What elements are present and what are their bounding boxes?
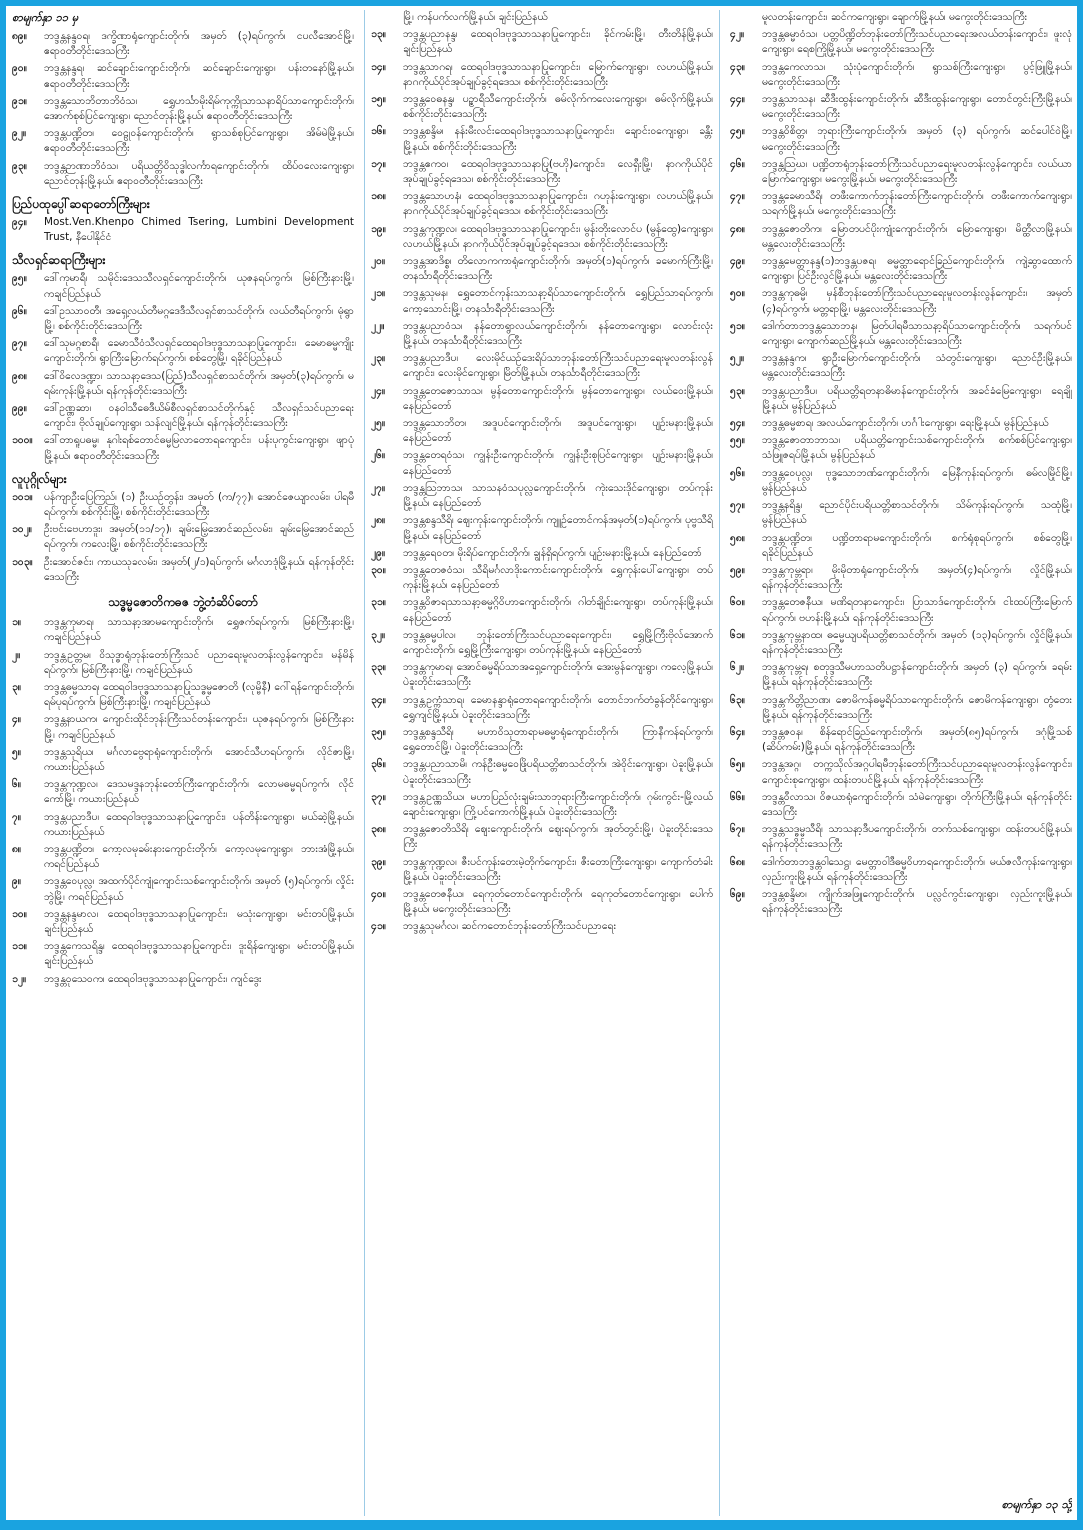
list-group-right (730, 27, 1072, 919)
entry-text: ဘဒ္ဒန္တဝေပုလ္လ၊ ဗုဒ္ဓသောဘဏ်ကျောင်းတိုက်၊ မြေနီကုန်းရပ်ကွက်၊ ဓမ်လမြိုင်မြို့၊ မွန်ပြည်နယ် (762, 466, 1072, 494)
entry-text: ဘဒ္ဒန္တသုရိယ၊ မင်္ဂလာဗွေရာရုံကျောင်းတိုက်၊ အောင်သီဟရပ်ကွက်၊ လိုင်ဇာမြို့၊ ကယားပြည်နယ် (44, 745, 354, 773)
entry-text: ဘဒ္ဒန္တပညာသာမိ၊ ကန်ဦးဓမ္မဝေဖြိုပရိယတ္တိစာသင်တိုက်၊ အဲဝိုင်းကျေးရွာ၊ ပဲခူးမြို့နယ်၊ ပဲခူးတိုင်းဒေသကြီး (403, 758, 713, 786)
entry-number: ၂၈။ (371, 514, 386, 527)
entry-text: ဘဒ္ဒန္တဓမ္မစာရ၊ အလယ်ကျောင်းတိုက်၊ ဟင်္ဂါးကျေးရွာ၊ ရေးမြို့နယ်၊ မွန်ပြည်နယ် (762, 417, 1049, 430)
entry-number: ၁၀၂။ (12, 523, 32, 536)
list-item (371, 595, 713, 625)
entry-text: ဘဒ္ဒန္တသုမင်္ဂလ၊ ဆင်ကတောင်ဘုန်းတော်ကြီးသင်ပညာရေး (403, 920, 617, 933)
entry-number: ၅၁။ (730, 319, 745, 332)
entry-text: ဘဒ္ဒန္တဝုသေဝက၊ ထေရဝါဒဗုဒ္ဓသာသနာပြုကျောင်း၊ ကျင်ဒွေး (44, 972, 262, 985)
list-group-a (12, 29, 354, 191)
entry-number: ၈။ (12, 842, 22, 855)
entry-text: ဘဒ္ဒန္တသုမန၊ ရွှေတောင်ကုန်းသာသနာ့ရိပ်သာကျောင်းတိုက်၊ ရွှေပြည်သာရပ်ကွက်၊ ကော့သောင်းမြို့၊ တနင်္သာရီတိုင်းဒေသကြီး (403, 287, 713, 315)
entry-number: ၂၄။ (371, 384, 386, 397)
entry-number: ၅၅။ (730, 434, 745, 447)
entry-text: ဘဒ္ဒန္တနန္ဒဝရ၊ ဒက္ခိဏာရုံကျောင်းတိုက်၊ အမှတ် (၃)ရပ်ကွက်၊ ငပလီအောင်မြို့၊ ဧရာဝတီတိုင်းဒေသကြီး (44, 30, 354, 58)
entry-number: ၂၁။ (371, 287, 386, 300)
entry-number: ၁၀၃။ (12, 555, 33, 568)
entry-text: ဘဒ္ဒန္တစန္ဒသီရိ၊ မဟာဝိသုတာရာမဓမ္မာရုံကျောင်းတိုက်၊ ကြာနီကန်ရပ်ကွက်၊ ရွှေတောင်မြို့၊ ပဲခူးတိုင်းဒေသကြီး (403, 725, 713, 754)
list-item (371, 416, 713, 446)
entry-number: ၉။ (12, 875, 21, 888)
entry-text: ဘဒ္ဒန္တဇဝန၊ စိန်ရောင်ခြည်ကျောင်းတိုက်၊ အမှတ်(၈၅)ရပ်ကွက်၊ ဒဂုံမြို့သစ် (ဆိပ်ကမ်း)မြို့နယ်၊ ရန်ကုန်တိုင်းဒေသကြီး (762, 725, 1072, 754)
entry-number: ၄၆။ (730, 157, 745, 170)
list-item (12, 490, 354, 520)
entry-number: ၃၉။ (371, 855, 386, 868)
list-item (12, 336, 354, 366)
entry-number: ၅၀။ (730, 287, 745, 300)
entry-number: ၉၇။ (12, 337, 27, 350)
entry-number: ၃၇။ (371, 790, 386, 803)
list-item (730, 319, 1072, 349)
entry-text: ဘဒ္ဒန္တကေလာသ၊ သုံးပုံကျောင်းတိုက်၊ ရွာသစ်ကြီးကျေးရွာ၊ ပွင့်ဖြူမြို့နယ်၊ မကွေးတိုင်းဒေသကြီး (762, 60, 1072, 88)
list-item (730, 27, 1072, 57)
entry-number: ၄၄။ (730, 93, 745, 106)
list-item (12, 29, 354, 59)
list-item (12, 842, 354, 872)
entry-number (730, 10, 762, 25)
entry-text: ဘဒ္ဒန္တဧကဝ၊ ထေရဝါဒဗုဒ္ဓသာသနာပြု(ဗဟို)ကျောင်း၊ လေရှီးမြို့၊ နာဂကိုယ်ပိုင်အုပ်ချုပ်ခွင့်ရဒေသ၊ စစ်ကိုင်းတိုင်းဒေသကြီး (403, 157, 713, 186)
entry-number: ၄၈။ (730, 222, 745, 235)
entry-number: ၆၄။ (730, 725, 745, 738)
entry-number: ၉၅။ (12, 272, 27, 285)
middle-column (364, 10, 720, 1516)
entry-number: ၄၀။ (371, 887, 386, 900)
entry-text: ဘဒ္ဒန္တဝိစိတ္တ၊ ဘုရားကြီးကျောင်းတိုက်၊ အမှတ် (၃) ရပ်ကွက်၊ ဆင်ပေါင်ဝဲမြို့၊ မကွေးတိုင်းဒေသကြီး (762, 125, 1072, 153)
entry-text: ဘဒ္ဒန္တတေရဝံသ၊ ကျွန်းဦးကျောင်းတိုက်၊ ကျွန်းဦးစုပြင်ကျေးရွာ၊ ပျဉ်းမနားမြို့နယ်၊ နေပြည်တော် (403, 449, 713, 477)
entry-text: ဘဒ္ဒန္တပဏ္ဍိတ၊ ကော့လမုခမ်းနားကျောင်းတိုက်၊ ကော့လမုကျေးရွာ၊ ဘားအံမြို့နယ်၊ ကရင်ပြည်နယ် (44, 842, 354, 871)
list-item (12, 555, 354, 585)
list-item (730, 384, 1072, 414)
entry-text: ဘဒ္ဒန္တဇောတိသိရိ၊ ဈေးကျောင်းတိုက်၊ ဈေးရပ်ကွက်၊ အုတ်တွင်းမြို့၊ ပဲခူးတိုင်းဒေသကြီး (403, 823, 713, 851)
list-item (371, 222, 713, 252)
entry-text: ဘဒ္ဒန္တအဂ္ဂ၊ တက္ကသိုလ်အဂ္ဂပါရမီဘုန်းတော်ကြီးသင်ပညာရေးမူလတန်းလွန်ကျောင်း၊ ကျောင်းစုကျေးရွာ၊ ထန်းတပင်မြို့နယ်၊ ရန်ကုန်တိုင်းဒေသကြီး (762, 758, 1072, 786)
entry-number: ၆၃။ (730, 693, 745, 706)
entry-text: ဘဒ္ဒန္တဥက္ကံသာရ၊ ခေမာနန္ဒာရုံတောရကျောင်းတိုက်၊ တောင်ဘက်တံခွန်တိုင်ကျေးရွာ၊ ရွှေကျင်မြို့နယ်၊ ပဲခူးတိုင်းဒေသကြီး (403, 693, 713, 721)
list-item (730, 693, 1072, 723)
list-item (371, 189, 713, 219)
list-item (371, 757, 713, 787)
entry-number: ၉၉။ (12, 402, 27, 415)
entry-text: ဦးဗင်းဗေဟာဒူး၊ အမှတ်(၁၁/၁၇)၊ ချမ်းမြေ့အောင်ဆည်လမ်း၊ ချမ်းမြေ့အောင်ဆည်ရပ်ကွက်၊ ကလေးမြို့၊ စစ်ကိုင်းတိုင်းဒေသကြီး (44, 523, 354, 551)
entry-number: ၅၉။ (730, 563, 745, 576)
list-item (371, 855, 713, 885)
list-item (12, 159, 354, 189)
list-item (371, 351, 713, 381)
list-item (371, 448, 713, 478)
entry-number: ၃။ (12, 680, 21, 693)
list-item (371, 254, 713, 284)
entry-text: Most.Ven.Khenpo Chimed Tsering, Lumbini Development Trust, နီပေါနိုင်ငံ (44, 216, 354, 244)
entry-text: ဦးအောင်ဇင်း၊ ကာယသုခလမ်း၊ အမှတ်(၂/၁)ရပ်ကွက်၊ မင်္ဂလာဒုံမြို့နယ်၊ ရန်ကုန်တိုင်းဒေသကြီး (44, 555, 354, 583)
entry-text: ဘဒ္ဒန္တသောဟနံ၊ ထေရဝါဒဗုဒ္ဓသာသနာပြုကျောင်း၊ ဂဟုန်းကျေးရွာ၊ လဟယ်မြို့နယ်၊ နာဂကိုယ်ပိုင်အုပ်ချုပ်ခွင့်ရဒေသ၊ စစ်ကိုင်းတိုင်းဒေသကြီး (403, 190, 713, 218)
entry-text: ဘဒ္ဒန္တကိတ္တိညာဏ၊ ဇောမိကန်ဓမ္မရိပ်သာကျောင်းတိုက်၊ ဇောမိကန်ကျေးရွာ၊ တွံတေးမြို့နယ်၊ ရန်ကုန်တိုင်းဒေသကြီး (762, 693, 1072, 721)
list-item (12, 94, 354, 124)
entry-text: ဘဒ္ဒန္တအာဒိစ္စ၊ တိလောကကာရုံကျောင်းတိုက်၊ အမှတ်(၁)ရပ်ကွက်၊ ခမောက်ကြီးမြို့၊ တနင်္သာရီတိုင်းဒေသကြီး (403, 255, 713, 283)
entry-text: ဘဒ္ဒန္တကုဏ္ဍလ၊ ဒေသမဒ္ဒနဘုန်းတော်ကြီးကျောင်းတိုက်၊ လောမဓမ္မရပ်ကွက်၊ လိုင်ကော်မြို့၊ ကယားပြည်နယ် (44, 778, 354, 806)
list-item (730, 433, 1072, 463)
continued-to-note: စာမျက်နှာ ၁၃ သို့ (1001, 1498, 1072, 1511)
list-item (12, 972, 354, 987)
list-item (730, 498, 1072, 528)
entry-text: ဘဒ္ဒန္တနန္ဒမာလ၊ ထေရဝါဒဗုဒ္ဓသာသနာပြုကျောင်း၊ မသုံးကျေးရွာ၊ မင်းတပ်မြို့နယ်၊ ချင်းပြည်နယ် (44, 907, 354, 935)
list-item (730, 660, 1072, 690)
entry-text: ဘဒ္ဒန္တဓမ္မသာရ၊ ထေရဝါဒဗုဒ္ဓသာသနာပြုသဒ္ဓမ္မဇောတိ (လုမ္ဗိနီ) ဂေါ်ရန်ကျောင်းတိုက်၊ ရမ်ပုရပ်ကွက်၊ မြစ်ကြီးနားမြို့၊ ကချင်ပြည်နယ် (44, 680, 354, 709)
entry-number: ၉၃။ (12, 159, 27, 172)
entry-text: ဘဒ္ဒန္တကုဏ္ဍလ၊ ထေရဝါဒဗုဒ္ဓသာသနာပြုကျောင်း၊ မွန်းတိုးလောင်ပ (မွန်ထွေ)ကျေးရွာ၊ လဟယ်မြို့နယ်၊ နာဂကိုယ်ပိုင်အုပ်ချုပ်ခွင့်ရဒေသ၊ စစ်ကိုင်းတိုင်းဒေသကြီး (403, 222, 713, 250)
list-item (371, 887, 713, 917)
entry-text: ဘဒ္ဒန္တဉာဏာဘိဝံသ၊ ပရိယတ္တိဝိသုဒ္ဓါလင်္ကာရကျောင်းတိုက်၊ ထိပ်ဝလေးကျေးရွာ၊ ညောင်တုန်းမြို့နယ်၊ ဧရာဝတီတိုင်းဒေသကြီး (44, 159, 354, 187)
list-item (371, 124, 713, 154)
entry-number: ၁၉။ (371, 222, 386, 235)
entry-text: ဘဒ္ဒန္တပဏ္ဍိတ၊ ဝေဠုဝန်ကျောင်းတိုက်၊ ရွာသစ်စုပြင်ကျေးရွာ၊ အိမ်မဲမြို့နယ်၊ ဧရာဝတီတိုင်းဒေသကြီး (44, 127, 354, 155)
list-item (12, 401, 354, 431)
entry-number: ၃၅။ (371, 725, 386, 738)
entry-number: ၂၀။ (371, 255, 386, 268)
list-item (371, 157, 713, 187)
entry-text: ဘဒ္ဒန္တပညာဒီပ၊ ထေရဝါဒဗုဒ္ဓသာသနာပြုကျောင်း၊ ပန်တိန်းကျေးရွာ၊ မယ်ဆဲ့မြို့နယ်၊ ကယားပြည်နယ် (44, 810, 354, 838)
entry-text: ဘဒ္ဒန္တနန္ဒက၊ ရွာဦးမြောက်ကျောင်းတိုက်၊ သံတွင်းကျေးရွာ၊ ညောင်ဦးမြို့နယ်၊ မန္တလေးတိုင်းဒေသကြီး (762, 352, 1072, 380)
list-item (371, 563, 713, 593)
entry-text: ဘဒ္ဒန္တဩဘာသ၊ သာသနဝံသပုလ္လကျောင်းတိုက်၊ ကုဲးသေးဒိုင်ကျေးရွာ၊ တပ်ကုန်းမြို့နယ်၊ နေပြည်တော် (403, 481, 713, 510)
list-item (730, 757, 1072, 787)
list-item (371, 513, 713, 543)
list-item (730, 887, 1072, 917)
entry-number: ၅။ (12, 745, 21, 758)
entry-number: ၅၇။ (730, 499, 745, 512)
entry-number: ၃၈။ (371, 823, 386, 836)
entry-number: ၁၈။ (371, 190, 386, 203)
entry-number: ၃၄။ (371, 693, 386, 706)
entry-number: ၆၆။ (730, 790, 745, 803)
list-item (12, 939, 354, 969)
entry-number: ၁၀၀။ (12, 434, 33, 447)
list-item (371, 546, 713, 561)
entry-text: ဘဒ္ဒန္တကုမ္ဘနာထ၊ ဓမ္မေယျပရိယတ္တိစာသင်တိုက်၊ အမှတ် (၁၃)ရပ်ကွက်၊ လှိုင်မြို့နယ်၊ ရန်ကုန်တိုင်းဒေသကြီး (762, 628, 1072, 656)
entry-text: ဘဒ္ဒန္တမေတ္တာနန္ဒ(၁)ဘဒ္ဒန္တပဇရ၊ ဓမ္မတ္ထာရောင်ခြည်ကျောင်းတိုက်၊ ကျဲ့ဆွာထောက်ကျေးရွာ၊ ပြင်ဦးလွင်မြို့နယ်၊ မန္တလေးတိုင်းဒေသကြီး (762, 255, 1072, 283)
entry-number: ၁၄။ (371, 60, 386, 73)
list-item (730, 416, 1072, 431)
entry-text: ဒေါက်တာဘဒ္ဒန္တသောဘန၊ မြတ်ပါရမီသာသနာ့ရိပ်သာကျောင်းတိုက်၊ သရက်ပင်ကျေးရွာ၊ ကျောက်ဆည်မြို့နယ်၊ မန္တလေးတိုင်းဒေသကြီး (762, 319, 1072, 348)
entry-text: ဘဒ္ဒန္တတေဇနီယ၊ ရေကုတ်တောင်ကျောင်းတိုက်၊ ရေကုတ်တောင်ကျေးရွာ၊ ပေါက်မြို့နယ်၊ မကွေးတိုင်းဒေသကြီး (403, 887, 713, 916)
entry-text: ဘဒ္ဒန္တပညာဒီပ၊ ပရိယတ္တိရတနာဓိမာန်ကျောင်းတိုက်၊ အခင်ခံမြေကျေးရွာ၊ ရေချိုမြို့နယ်၊ မွန်ပြည်နယ် (762, 384, 1072, 412)
list-item (12, 745, 354, 775)
section-heading-title-award: သဒ္ဓမ္မဇောတိကဓဇ ဘွဲ့တံဆိပ်တော် (108, 595, 258, 610)
entry-text: ဘဒ္ဒန္တဝိဇာရသာသနာ့ဓမ္မဂ္ဂိဝိဟာကျောင်းတိုက်၊ ဂါတ်ချိုင်းကျေးရွာ၊ တပ်ကုန်းမြို့နယ်၊ နေပြည်တော် (403, 596, 713, 624)
entry-text: ဘဒ္ဒန္တသာသန၊ ဆီဒီးထွန်းကျောင်းတိုက်၊ ဆီဒီးထွန်းကျေးရွာ၊ တောင်တွင်းကြီးမြို့နယ်၊ မကွေးတိုင်းဒေသကြီး (762, 93, 1072, 121)
entry-text: ဒေါ်ဝိလေဒဏ္ဍာ၊ သာသနာ့ဒေသ(ပြည်)သီလရှင်စာသင်တိုက်၊ အမှတ်(၃)ရပ်ကွက်၊ မရမ်းကုန်းမြို့နယ်၊ ရန်ကုန်တိုင်းဒေသကြီး (44, 369, 354, 397)
entry-text: ဘဒ္ဒန္တဇောတိက၊ မြောတပင်ပိုးကျုံးကျောင်းတိုက်၊ မြောကျေးရွာ၊ မိတ္ထီလာမြို့နယ်၊ မန္တလေးတိုင်းဒေသကြီး (762, 222, 1072, 250)
list-item (730, 222, 1072, 252)
entry-number: ၆၁။ (730, 628, 745, 641)
list-item (12, 777, 354, 807)
list-item (12, 810, 354, 840)
list-item (371, 660, 713, 690)
list-item (12, 874, 354, 904)
entry-number: ၅၆။ (730, 466, 745, 479)
entry-number: ၆။ (12, 778, 21, 791)
entry-number: ၄၇။ (730, 190, 745, 203)
list-item (730, 254, 1072, 284)
list-item (730, 595, 1072, 625)
entry-number: ၂၅။ (371, 417, 386, 430)
entry-number: ၃၀။ (371, 563, 386, 576)
list-item (12, 522, 354, 552)
lead-continuation (730, 10, 1072, 25)
list-item (12, 304, 354, 334)
entry-text: ဘဒ္ဒန္တဩဃ၊ ပဏ္ဍိတာရုံဘုန်းတော်ကြီးသင်ပညာရေးမူလတန်းလွန်ကျောင်း၊ လယ်ယာမြောက်ကျေးရွာ၊ မကွေးမြို့နယ်၊ မကွေးတိုင်းဒေသကြီး (762, 157, 1072, 186)
list-item (12, 615, 354, 645)
entry-number: ၁၂။ (12, 972, 27, 985)
entry-number: ၉၀။ (12, 62, 27, 75)
list-group-d (12, 490, 354, 587)
entry-number: ၃၁။ (371, 596, 386, 609)
right-border (1077, 0, 1083, 1530)
entry-number: ၆၅။ (730, 758, 745, 771)
entry-number: ၉၁။ (12, 94, 27, 107)
list-item (371, 725, 713, 755)
list-item (371, 790, 713, 820)
entry-text: ဘဒ္ဒန္တနာယက၊ ကျောင်းထိုင်ဘုန်းကြီးသင်တန်းကျောင်း၊ ယုဇနရပ်ကွက်၊ မြစ်ကြီးနားမြို့၊ ကချင်ပြည်နယ် (44, 713, 354, 741)
entry-number: ၆၀။ (730, 596, 745, 609)
entry-number: ၆၇။ (730, 823, 745, 836)
entry-text: ဘဒ္ဒန္တကုဏ္ဍလ၊ ဇီးပင်ကုန်းတေးမဲ့တိုက်ကျောင်း၊ ဇီးတောကြီးကျေးရွာ၊ ကျောက်တံခါးမြို့နယ်၊ ပဲခူးတိုင်းဒေသကြီး (403, 855, 713, 883)
list-item (12, 712, 354, 742)
entry-number: ၁၁။ (12, 940, 27, 953)
entry-text: ဘဒ္ဒန္တကုမာရ၊ အောင်ဓမ္မရိပ်သာအရှေ့ကျောင်းတိုက်၊ အေးမွန်ကျေးရွာ၊ ကလေ့မြို့နယ်၊ ပဲခူးတိုင်းဒေသကြီး (403, 661, 713, 689)
list-item (730, 628, 1072, 658)
top-border (0, 0, 1083, 6)
entry-text: ဘဒ္ဒန္တဥဏ္ဏသိယ၊ မဟာပြည်လုံးချမ်းသာဘုရားကြီးကျောင်းတိုက်၊ ဂုမ်းကွင်း-မြို့လယ်ချောင်းကျေးရွာ၊ ကြို့ပင်ကောက်မြို့နယ်၊ ပဲခူးတိုင်းဒေသကြီး (403, 790, 713, 818)
entry-text: ဘဒ္ဒန္တစန္ဒိမာ၊ ကျိုက်အဖြူကျောင်းတိုက်၊ ပလ္လင်ကွင်းကျေးရွာ၊ လှည်းကူးမြို့နယ်၊ ရန်ကုန်တိုင်းဒေသကြီး (762, 887, 1072, 916)
left-border (0, 0, 6, 1530)
entry-text: ဘဒ္ဒန္တဓမ္မပါလ၊ ဘုန်းတော်ကြီးသင်ပညာရေးကျောင်း၊ ရွှေမြို့ကြီးဗိုလ်အောက်ကျောင်းတိုက်၊ ရွှေမြို့ကြီးကျေးရွာ၊ တပ်ကုန်းမြို့နယ်၊ နေပြည်တော် (403, 628, 713, 656)
entry-number: ၁၅။ (371, 93, 386, 106)
entry-text: ဘဒ္ဒန္တတေဇဝံသ၊ သီရိမင်္ဂလာဒိုးကောင်းကျောင်းတိုက်၊ ရွှေကုန်းပေါ်ကျေးရွာ၊ တပ်ကုန်းမြို့နယ်၊ နေပြည်တော် (403, 563, 713, 592)
list-item (12, 61, 354, 91)
entry-number: ၄။ (12, 713, 21, 726)
entry-text: ဘဒ္ဒန္တခေမာသီရိ၊ တဖီးကောက်ဘုန်းတော်ကြီးကျောင်းတိုက်၊ တဖီးကောက်ကျေးရွာ၊ သရက်မြို့နယ်၊ မကွေးတိုင်းဒေသကြီး (762, 190, 1072, 218)
entry-text: ပန်ကျာဦးပြေကြည်၊ (၁) ဦးယဉ်တွန်း၊ အမှတ် (က/၇၇)၊ အောင်ဇေယျာလမ်း၊ ပါရမီရပ်ကွက်၊ စစ်ကိုင်းမြို့၊ စစ်ကိုင်းတိုင်းဒေသကြီး (44, 490, 354, 519)
list-item (371, 319, 713, 349)
list-group-b (12, 215, 354, 247)
list-item (730, 790, 1072, 820)
entry-text: ဒေါ်ဥဏ္ဏဆာ၊ ဝနဝါသီဓေဒီယိမ်စီလရှင်စာသင်တိုက်နှင့် သီလရှင်သင်ပညာရေးကျောင်း၊ ဗိုလ်ချုပ်ကျေးရွာ၊ သန်လျင်မြို့နယ်၊ ရန်ကုန်တိုင်းဒေသကြီး (44, 402, 354, 430)
list-item (371, 481, 713, 511)
entry-text: ဘဒ္ဒန္တကုမာရ၊ သာသနာ့အာမကျောင်းတိုက်၊ ရွှေဇက်ရပ်ကွက်၊ မြစ်ကြီးနားမြို့၊ ကချင်ပြည်နယ် (44, 616, 354, 644)
entry-number: ၄၂။ (730, 28, 745, 41)
list-item (12, 369, 354, 399)
list-item (730, 189, 1072, 219)
entry-number: ၂၃။ (371, 352, 386, 365)
entry-text: မြို့၊ ကန်ပက်လက်မြို့နယ်၊ ချင်းပြည်နယ် (403, 11, 548, 23)
entry-number: ၁၀။ (12, 907, 27, 920)
entry-number: ၅၂။ (730, 352, 745, 365)
entry-number: ၃၃။ (371, 661, 386, 674)
entry-number: ၅၈။ (730, 531, 745, 544)
entry-text: ဘဒ္ဒန္တသောဘိတာဘိဝံသ၊ ရွှေဟင်္သာမိုးရိမ်ကုက္ကိုသာသနာရိပ်သာကျောင်းတိုက်၊ အောက်စုစ်ပြင်ကျေးရွာ၊ ညောင်တုန်းမြို့နယ်၊ ဧရာဝတီတိုင်းဒေသကြီး (44, 94, 354, 123)
entry-number: ၁၇။ (371, 157, 386, 170)
entry-text: ဒေါက်တာဘဒ္ဒန္တဝါသေဋ္ဌ၊ မေတ္တာဝါဒီဓမ္မဝိဟာရကျောင်းတိုက်၊ မယ်ဇလီကုန်းကျေးရွာ၊ လှည်းကူးမြို့နယ်၊ ရန်ကုန်တိုင်းဒေသကြီး (762, 855, 1072, 883)
entry-number: ၆၈။ (730, 855, 745, 868)
entry-number: ၄၉။ (730, 255, 745, 268)
continued-from-note: စာမျက်နှာ ၁၁ မှ (12, 11, 79, 24)
entry-number: ၈၉။ (12, 30, 27, 42)
entry-text: ဒေါ်သုမဂ္ဂစာရီ၊ ခေမာသီဝံသီလရှင်ထေရဝါဒဗုဒ္ဓသာသနာပြုကျောင်း၊ ခေမာဓမ္မကျိုးကျောင်းတိုက်၊ ရွာကြီးမြောက်ရပ်ကွက်၊ စစ်တွေမြို့၊ ရခိုင်ပြည်နယ် (44, 337, 354, 365)
entry-text: ဘဒ္ဒန္တဝေဓနန္ဒ၊ ပဉ္စာရီသီကျောင်းတိုက်၊ ဓမ်လိုက်ကလေးကျေးရွာ၊ ဓမ်လိုက်မြို့နယ်၊ စစ်ကိုင်းတိုင်းဒေသကြီး (403, 93, 713, 121)
section-heading-laypersons: လူပုဂ္ဂိုလ်များ (12, 471, 67, 486)
list-item (371, 286, 713, 316)
entry-number: ၄၁။ (371, 920, 386, 933)
list-item (12, 215, 354, 245)
entry-number: ၁။ (12, 616, 21, 629)
entry-text: ဘဒ္ဒန္တရေဝတ၊ မိုးရိပ်ကျောင်းတိုက်၊ ချွန်ရှိရပ်ကွက်၊ ပျဉ်းမနားမြို့နယ်၊ နေပြည်တော် (403, 546, 702, 559)
entry-number: ၅၄။ (730, 417, 745, 430)
entry-text: ဒေါ်တာရူပဓမ္မ၊ နုဂါးရစ်တောင်ဓမ္မမြလာတောရကျောင်း၊ ပန်းပုကွင်းကျေးရွာ၊ ဖျာပုံမြို့နယ်၊ ဧရာဝတီတိုင်းဒေသကြီး (44, 434, 354, 462)
list-item (730, 822, 1072, 852)
entry-number: ၁၆။ (371, 125, 386, 138)
list-item (730, 60, 1072, 90)
entry-text: မူလတန်းကျောင်း၊ ဆင်ကကျေးရွာ၊ ချောက်မြို့နယ်၊ မကွေးတိုင်းဒေသကြီး (762, 11, 1028, 23)
entry-text: ဘဒ္ဒန္တတေဇောသာသ၊ မွန်တောကျောင်းတိုက်၊ မွန်တောကျေးရွာ၊ လယ်ဝေးမြို့နယ်၊ နေပြည်တော် (403, 384, 713, 412)
list-item (730, 157, 1072, 187)
list-item (12, 271, 354, 301)
entry-number: ၆၂။ (730, 661, 745, 674)
list-item (371, 27, 713, 57)
entry-number: ၂၆။ (371, 449, 386, 462)
bottom-border (0, 1520, 1083, 1530)
entry-number (371, 10, 403, 25)
entry-text: ဘဒ္ဒန္တဇောတာဘာသ၊ ပရိယတ္တိကျောင်းသစ်ကျောင်းတိုက်၊ စက်စစ်ပြင်ကျေးရွာ၊ သံဖြူဇရပ်မြို့နယ်၊ မွန်ပြည်နယ် (762, 434, 1072, 462)
list-item (12, 648, 354, 678)
list-item (730, 725, 1072, 755)
entry-text: ဘဒ္ဒန္တကေသရိန္ဒ၊ ထေရဝါဒဗုဒ္ဓသာသနာပြုကျောင်း၊ ဒူးရိန်ကျေးရွာ၊ မင်းတပ်မြို့နယ်၊ ချင်းပြည်နယ် (44, 940, 354, 968)
list-item (371, 822, 713, 852)
list-item (730, 855, 1072, 885)
list-item (730, 563, 1072, 593)
entry-text: ဘဒ္ဒန္တပညာနန္ဒ၊ ထေရဝါဒဗုဒ္ဓသာသနာပြုကျောင်း၊ ခိုင်ကမ်းမြို့၊ တီးတိန်မြို့နယ်၊ ချင်းပြည်နယ် (403, 28, 713, 56)
newspaper-page (12, 10, 1072, 1516)
entry-text: ဒေါ်ကုမာရီ၊ သမိုင်းဒေသသီလရှင်ကျောင်းတိုက်၊ ယုဇနရပ်ကွက်၊ မြစ်ကြီးနားမြို့၊ ကချင်ပြည်နယ် (44, 272, 354, 300)
entry-text: ဘဒ္ဒန္တပညာဒီပ၊ လေးမိုင်ယဉ်ဒေးရိပ်သာဘုန်းတော်ကြီးသင်ပညာရေးမူလတန်းလွန်ကျောင်း၊ လေးမိုင်ကျေးရွာ၊ မြိတ်မြို့နယ်၊ တနင်္သာရီတိုင်းဒေသကြီး (403, 352, 713, 380)
entry-text: ဘဒ္ဒန္တတေဇနီယ၊ မဏိရတနာကျောင်း၊ ပြာသာဒ်ကျောင်းတိုက်၊ ငါးထပ်ကြီးမြောက်ရပ်ကွက်၊ ဗဟန်းမြို့နယ်၊ ရန်ကုန်တိုင်းဒေသကြီး (762, 596, 1072, 624)
entry-text: ဘဒ္ဒန္တနန္ဒရ၊ ဆင်ချောင်းကျောင်းတိုက်၊ ဆင်ချောင်းကျေးရွာ၊ ပန်းတနော်မြို့နယ်၊ ဧရာဝတီတိုင်းဒေသကြီး (44, 62, 354, 90)
entry-number: ၉၂။ (12, 127, 27, 140)
right-column (730, 10, 1072, 1516)
list-item (371, 628, 713, 658)
list-item (371, 919, 713, 934)
list-item (12, 907, 354, 937)
entry-number: ၂။ (12, 648, 21, 661)
entry-number: ၁၀၁။ (12, 490, 33, 503)
list-item (12, 680, 354, 710)
list-group-e (12, 615, 354, 989)
entry-text: ဘဒ္ဒန္တစန္ဒိမ၊ နန်းမီးလင်းထေရဝါဒဗုဒ္ဓသာသနာပြုကျောင်း၊ ချောင်းဝကျေးရွာ၊ ခန္တီးမြို့နယ်၊ စစ်ကိုင်းတိုင်းဒေသကြီး (403, 125, 713, 153)
entry-text: ဘဒ္ဒန္တပညာဝံသ၊ နန်တောရွာလယ်ကျောင်းတိုက်၊ နန်တောကျေးရွာ၊ လောင်းလုံးမြို့နယ်၊ တနင်္သာရီတိုင်းဒေသကြီး (403, 319, 713, 348)
list-item (371, 693, 713, 723)
entry-number: ၃၂။ (371, 628, 386, 641)
list-item (730, 286, 1072, 316)
entry-number: ၂၂။ (371, 319, 385, 332)
entry-text: ဒေါ်ဥဿာဝတီ၊ အရှေ့လယ်တီမဂ္ဂဒေဒီသီလရှင်စာသင်တိုက်၊ လယ်တီရပ်ကွက်၊ မုံရွာမြို့၊ စစ်ကိုင်းတိုင်းဒေသကြီး (44, 304, 354, 333)
entry-number: ၅၃။ (730, 384, 745, 397)
list-item (730, 92, 1072, 122)
entry-text: ဘဒ္ဒန္တဝီလာသ၊ ဝိဇယာရုံကျောင်းတိုက်၊ သံမဲကျေးရွာ၊ တိုက်ကြီးမြို့နယ်၊ ရန်ကုန်တိုင်းဒေသကြီး (762, 790, 1072, 818)
entry-text: ဘဒ္ဒန္တသောဘိတ၊ အဒူပင်ကျောင်းတိုက်၊ အဒူပင်ကျေးရွာ၊ ပျဉ်းမနားမြို့နယ်၊ နေပြည်တော် (403, 417, 713, 445)
entry-number: ၂၇။ (371, 481, 386, 494)
entry-text: ဘဒ္ဒန္တကုမ္ဘရာ၊ မိုးမိုတာရုံကျောင်းတိုက်၊ အမှတ်(၄)ရပ်ကွက်၊ လှိုင်မြို့နယ်၊ ရန်ကုန်တိုင်းဒေသကြီး (762, 563, 1072, 592)
entry-text: ဘဒ္ဒန္တဥတ္တမ၊ ဝိသုဒ္ဓာရုံဘုန်းတော်ကြီးသင် ပညာရေးမူလတန်းလွန်ကျောင်း၊ မန်မိန်ရပ်ကွက်၊ မြစ်ကြီးနားမြို့၊ ကချင်ပြည်နယ် (44, 648, 354, 676)
entry-text: ဘဒ္ဒန္တကုဓမ္မိ၊ မှန်စီဘုန်းတော်ကြီးသင်ပညာရေးမူလတန်းလွန်ကျောင်း၊ အမှတ် (၄)ရပ်ကွက်၊ မတ္တရာမြို့၊ မန္တလေးတိုင်းဒေသကြီး (762, 287, 1072, 315)
entry-number: ၆၉။ (730, 887, 745, 900)
entry-text: ဘဒ္ဒန္တကုမ္ဘရ၊ စတုဒ္ဒသီမဟာသတိပဋ္ဌာန်ကျောင်းတိုက်၊ အမှတ် (၃) ရပ်ကွက်၊ ခရမ်းမြို့နယ်၊ ရန်ကုန်တိုင်းဒေသကြီး (762, 661, 1072, 689)
entry-number: ၉၆။ (12, 304, 27, 317)
list-item (730, 466, 1072, 496)
entry-text: ဘဒ္ဒန္တနရိန္ဒ၊ ညောင်ပိုင်းပရိယတ္တိစာသင်တိုက်၊ သိမ်ကုန်းရပ်ကွက်၊ သထုံမြို့၊ မွန်ပြည်နယ် (762, 499, 1072, 527)
list-group-c (12, 271, 354, 465)
section-heading-abroad: ပြည်ပထုပ္ပေါ်ဆရာတော်ကြီးများ (12, 197, 150, 212)
entry-number: ၄၅။ (730, 125, 745, 138)
section-heading-nuns: သီလရှင်ဆရာကြီးများ (12, 253, 106, 268)
list-item (12, 433, 354, 463)
list-item (730, 531, 1072, 561)
entry-text: ဘဒ္ဒန္တစန္ဒသီရိ၊ ဈေးကုန်းကျောင်းတိုက်၊ ကျူဉ်တောင်ကန်အမှတ်(၁)ရပ်ကွက်၊ ပုဗ္ဗသီရိမြို့နယ်၊ နေပြည်တော် (403, 514, 713, 542)
entry-text: ဘဒ္ဒန္တဓမ္မာဝံသ၊ ပတ္တပိဏ္ဍိတ်ဘုန်းတော်ကြီးသင်ပညာရေးအလယ်တန်းကျောင်း၊ ဖူးလုံကျေးရွာ၊ ရေစကြိုမြို့နယ်၊ မကွေးတိုင်းဒေသကြီး (762, 28, 1072, 56)
list-item (12, 126, 354, 156)
list-item (730, 124, 1072, 154)
entry-text: ဘဒ္ဒန္တသာဂရ၊ ထေရဝါဒဗုဒ္ဓသာသနာပြုကျောင်း၊ မြောက်ကျေးရွာ၊ လဟယ်မြို့နယ်၊ နာဂကိုယ်ပိုင်အုပ်ချုပ်ခွင့်ရဒေသ၊ စစ်ကိုင်းတိုင်းဒေသကြီး (403, 60, 713, 88)
entry-text: ဘဒ္ဒန္တသဒ္ဓမ္မသီရိ၊ သာသနာ့ဒီပကျောင်းတိုက်၊ တက်သစ်ကျေးရွာ၊ ထန်းတပင်မြို့နယ်၊ ရန်ကုန်တိုင်းဒေသကြီး (762, 823, 1072, 851)
list-item (730, 351, 1072, 381)
lead-continuation (371, 10, 713, 25)
list-item (371, 60, 713, 90)
entry-number: ၇။ (12, 810, 21, 823)
entry-text: ဘဒ္ဒန္တဝေပုလ္လ၊ အထက်ပိုင်ကျုံကျောင်းသစ်ကျောင်းတိုက်၊ အမှတ် (၅)ရပ်ကွက်၊ လှိုင်းဘွဲမြို့၊ ကရင်ပြည်နယ် (44, 875, 354, 903)
entry-number: ၃၆။ (371, 758, 386, 771)
list-item (371, 384, 713, 414)
entry-number: ၂၉။ (371, 546, 386, 559)
left-column (12, 10, 354, 1516)
list-item (371, 92, 713, 122)
entry-number: ၉၈။ (12, 369, 27, 382)
list-group-middle (371, 27, 713, 936)
entry-number: ၁၃။ (371, 28, 386, 41)
entry-number: ၄၃။ (730, 60, 745, 73)
entry-text: ဘဒ္ဒန္တပဏ္ဍိတ၊ ပဏ္ဍိတာရာမကျောင်းတိုက်၊ စက်ရုံစုရပ်ကွက်၊ စစ်တွေမြို့၊ ရခိုင်ပြည်နယ် (762, 531, 1072, 559)
entry-number: ၉၄။ (12, 216, 27, 229)
